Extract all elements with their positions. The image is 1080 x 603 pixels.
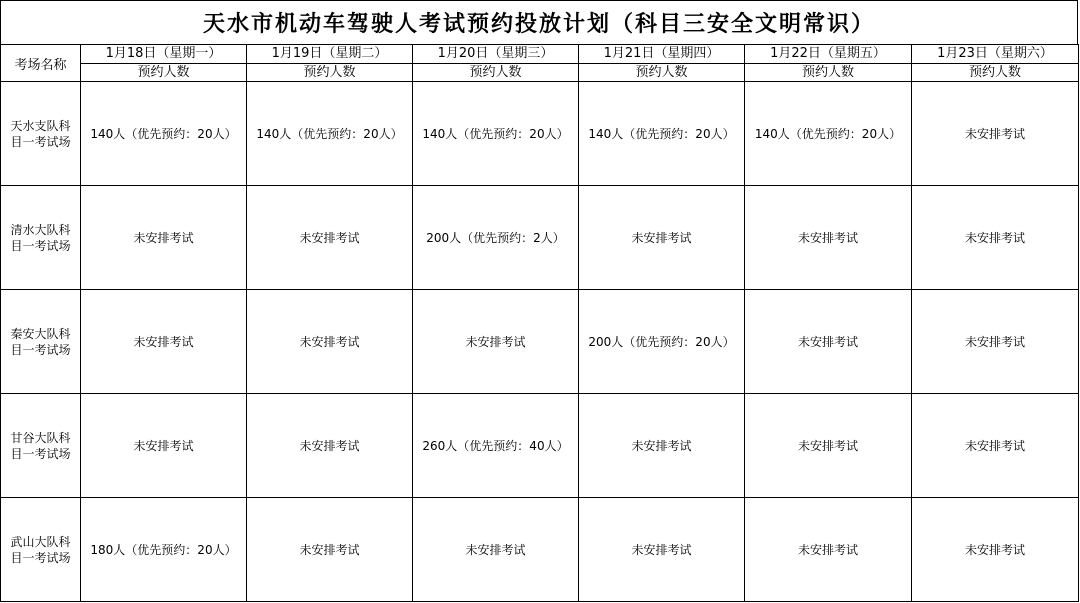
booking-cell: 140人（优先预约：20人） — [579, 82, 745, 186]
booking-count-header: 预约人数 — [579, 64, 745, 82]
table-row — [1, 498, 1079, 602]
venue-name-line: 目一考试场 — [10, 238, 71, 253]
venue-name-line: 目一考试场 — [10, 446, 71, 461]
venue-name-cell — [1, 290, 81, 394]
booking-count-header: 预约人数 — [912, 64, 1079, 82]
venue-name-cell — [1, 82, 81, 186]
venue-name-line: 武山大队科 — [10, 534, 71, 549]
date-header: 1月23日（星期六） — [912, 45, 1079, 64]
venue-name-line: 天水支队科 — [10, 118, 71, 133]
booking-cell: 260人（优先预约：40人） — [413, 394, 579, 498]
venue-name-line: 目一考试场 — [10, 342, 71, 357]
date-header: 1月21日（星期四） — [579, 45, 745, 64]
venue-name-cell — [1, 394, 81, 498]
booking-cell: 200人（优先预约：20人） — [579, 290, 745, 394]
booking-cell: 未安排考试 — [579, 394, 745, 498]
booking-cell: 未安排考试 — [81, 290, 247, 394]
date-header: 1月20日（星期三） — [413, 45, 579, 64]
venue-name-line: 清水大队科 — [10, 222, 71, 237]
venue-name-line: 秦安大队科 — [10, 326, 71, 341]
page-title: 天水市机动车驾驶人考试预约投放计划（科目三安全文明常识） — [0, 0, 1078, 44]
booking-cell: 未安排考试 — [745, 290, 912, 394]
booking-cell: 未安排考试 — [579, 498, 745, 602]
date-header: 1月22日（星期五） — [745, 45, 912, 64]
booking-cell: 未安排考试 — [745, 186, 912, 290]
booking-cell: 未安排考试 — [413, 498, 579, 602]
table-row — [1, 186, 1079, 290]
booking-cell: 未安排考试 — [579, 186, 745, 290]
booking-cell: 未安排考试 — [912, 290, 1079, 394]
booking-cell: 140人（优先预约：20人） — [81, 82, 247, 186]
date-header: 1月19日（星期二） — [247, 45, 413, 64]
booking-cell: 未安排考试 — [247, 394, 413, 498]
table-row — [1, 394, 1079, 498]
venue-name-line: 甘谷大队科 — [10, 430, 71, 445]
venue-name-line: 目一考试场 — [10, 550, 71, 565]
booking-cell: 未安排考试 — [81, 394, 247, 498]
venue-name-cell — [1, 498, 81, 602]
booking-cell: 未安排考试 — [745, 498, 912, 602]
booking-count-header: 预约人数 — [413, 64, 579, 82]
venue-name-cell — [1, 186, 81, 290]
booking-cell: 140人（优先预约：20人） — [413, 82, 579, 186]
booking-cell: 未安排考试 — [912, 498, 1079, 602]
booking-cell: 未安排考试 — [912, 82, 1079, 186]
booking-cell: 200人（优先预约：2人） — [413, 186, 579, 290]
booking-cell: 未安排考试 — [413, 290, 579, 394]
booking-cell: 140人（优先预约：20人） — [247, 82, 413, 186]
booking-cell: 未安排考试 — [247, 498, 413, 602]
date-header: 1月18日（星期一） — [81, 45, 247, 64]
booking-cell: 未安排考试 — [247, 186, 413, 290]
venue-column-header: 考场名称 — [1, 45, 81, 82]
venue-name-line: 目一考试场 — [10, 134, 71, 149]
booking-cell: 未安排考试 — [81, 186, 247, 290]
header-row-sub — [1, 64, 1079, 82]
booking-count-header: 预约人数 — [247, 64, 413, 82]
booking-cell: 未安排考试 — [247, 290, 413, 394]
booking-cell: 180人（优先预约：20人） — [81, 498, 247, 602]
booking-cell: 140人（优先预约：20人） — [745, 82, 912, 186]
table-row — [1, 290, 1079, 394]
header-row-dates — [1, 45, 1079, 64]
booking-cell: 未安排考试 — [912, 394, 1079, 498]
table-row — [1, 82, 1079, 186]
booking-cell: 未安排考试 — [745, 394, 912, 498]
booking-count-header: 预约人数 — [745, 64, 912, 82]
booking-count-header: 预约人数 — [81, 64, 247, 82]
booking-cell: 未安排考试 — [912, 186, 1079, 290]
schedule-table — [0, 44, 1079, 602]
